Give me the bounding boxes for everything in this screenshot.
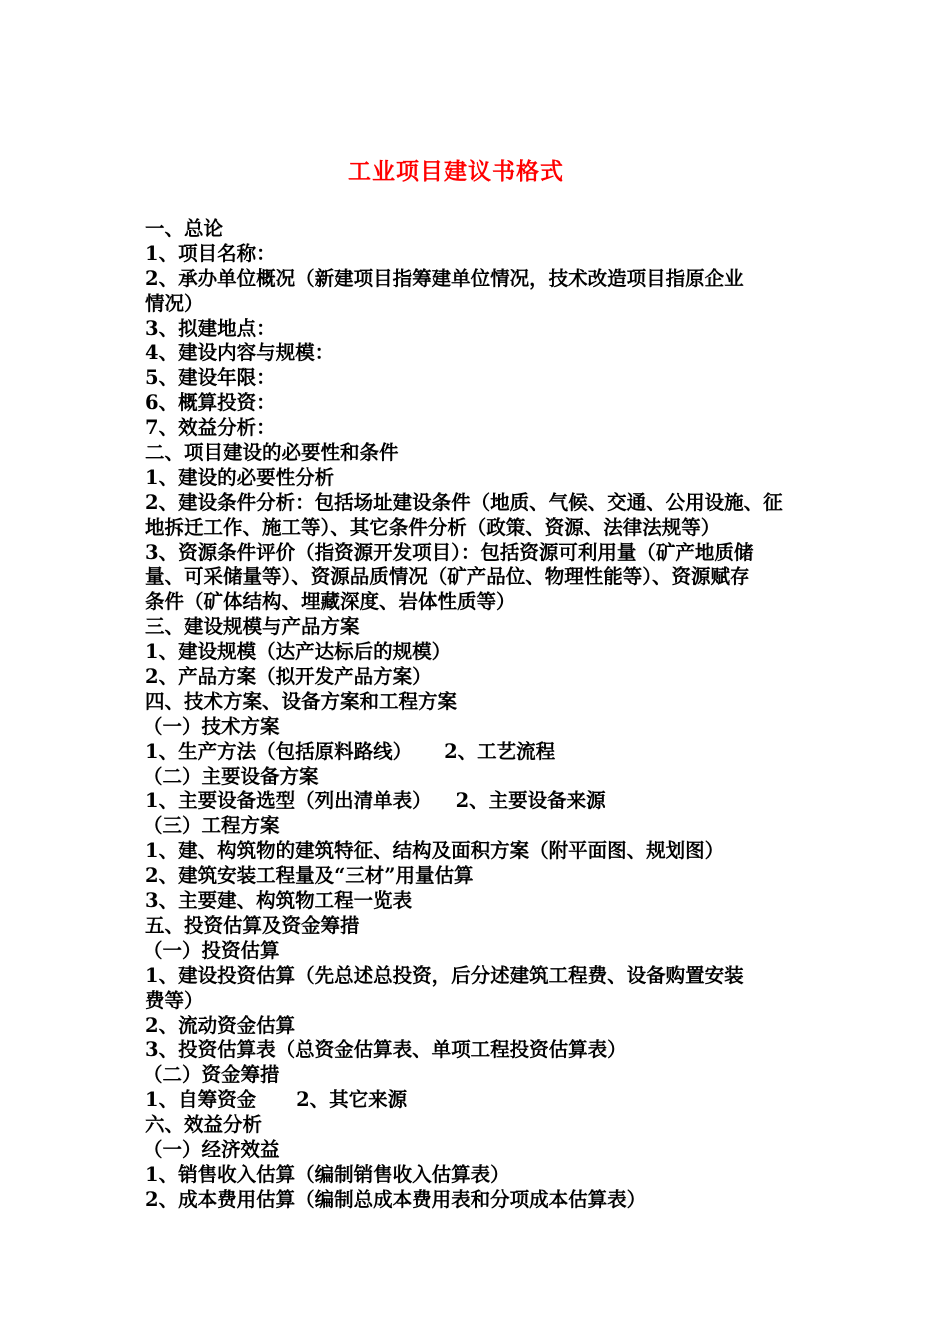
list-item: 1、建、构筑物的建筑特征、结构及面积方案（附平面图、规划图） bbox=[145, 839, 725, 863]
section-heading: 三、建设规模与产品方案 bbox=[145, 615, 360, 639]
list-item: 1、销售收入估算（编制销售收入估算表） bbox=[145, 1162, 510, 1186]
list-item: 3、拟建地点： bbox=[145, 316, 276, 340]
list-item-continuation: 费等） bbox=[145, 988, 204, 1012]
list-item: 1、生产方法（包括原料路线） bbox=[145, 739, 413, 763]
section-heading: 五、投资估算及资金筹措 bbox=[145, 913, 360, 937]
list-item: 3、资源条件评价（指资源开发项目）：包括资源可利用量（矿产地质储 bbox=[145, 540, 754, 564]
list-item: 2、成本费用估算（编制总成本费用表和分项成本估算表） bbox=[145, 1187, 647, 1211]
list-item-continuation: 地拆迁工作、施工等）、其它条件分析（政策、资源、法律法规等） bbox=[145, 515, 721, 539]
list-item-continuation: 量、可采储量等）、资源品质情况（矿产品位、物理性能等）、资源赋存 bbox=[145, 565, 750, 589]
section-heading: 六、效益分析 bbox=[145, 1113, 263, 1137]
subsection-heading: （三）工程方案 bbox=[143, 814, 280, 838]
list-item: 6、概算投资： bbox=[145, 391, 276, 415]
list-item: 2、工艺流程 bbox=[444, 739, 556, 763]
list-item: 1、主要设备选型（列出清单表） bbox=[145, 789, 432, 813]
list-item: 2、主要设备来源 bbox=[455, 789, 606, 813]
list-item: 2、产品方案（拟开发产品方案） bbox=[145, 665, 432, 689]
list-item: 3、主要建、构筑物工程一览表 bbox=[145, 889, 413, 913]
list-item: 1、建设规模（达产达标后的规模） bbox=[145, 640, 452, 664]
paired-list-line bbox=[145, 789, 813, 814]
subsection-heading: （一）技术方案 bbox=[143, 714, 280, 738]
list-item: 1、建设投资估算（先总述总投资，后分述建筑工程费、设备购置安装 bbox=[145, 963, 744, 987]
document-body bbox=[145, 217, 813, 1213]
section-heading: 一、总论 bbox=[145, 217, 224, 240]
list-item: 5、建设年限： bbox=[145, 366, 276, 390]
document-title: 工业项目建议书格式 bbox=[348, 158, 564, 185]
list-item-continuation: 条件（矿体结构、埋藏深度、岩体性质等） bbox=[145, 590, 516, 614]
subsection-heading: （一）经济效益 bbox=[143, 1137, 280, 1161]
list-item-continuation: 情况） bbox=[145, 291, 204, 315]
list-item: 2、其它来源 bbox=[296, 1088, 408, 1112]
paired-list-line bbox=[145, 1088, 813, 1113]
list-item: 2、流动资金估算 bbox=[145, 1013, 296, 1037]
list-item: 2、承办单位概况（新建项目指筹建单位情况，技术改造项目指原企业 bbox=[145, 266, 744, 290]
list-item: 3、投资估算表（总资金估算表、单项工程投资估算表） bbox=[145, 1038, 627, 1062]
section-heading: 四、技术方案、设备方案和工程方案 bbox=[145, 689, 458, 713]
list-item: 1、项目名称： bbox=[145, 241, 276, 265]
list-item: 2、建筑安装工程量及“三材”用量估算 bbox=[145, 864, 474, 888]
paired-list-line bbox=[145, 740, 813, 765]
subsection-heading: （二）主要设备方案 bbox=[143, 764, 319, 788]
list-item: 1、自筹资金 bbox=[145, 1088, 257, 1112]
list-item: 2、建设条件分析：包括场址建设条件（地质、气候、交通、公用设施、征 bbox=[145, 490, 783, 514]
list-item: 1、建设的必要性分析 bbox=[145, 465, 335, 489]
list-item: 7、效益分析： bbox=[145, 416, 276, 440]
subsection-heading: （二）资金筹措 bbox=[143, 1063, 280, 1087]
section-heading: 二、项目建设的必要性和条件 bbox=[145, 441, 399, 465]
list-item: 4、建设内容与规模： bbox=[145, 341, 335, 365]
subsection-heading: （一）投资估算 bbox=[143, 938, 280, 962]
